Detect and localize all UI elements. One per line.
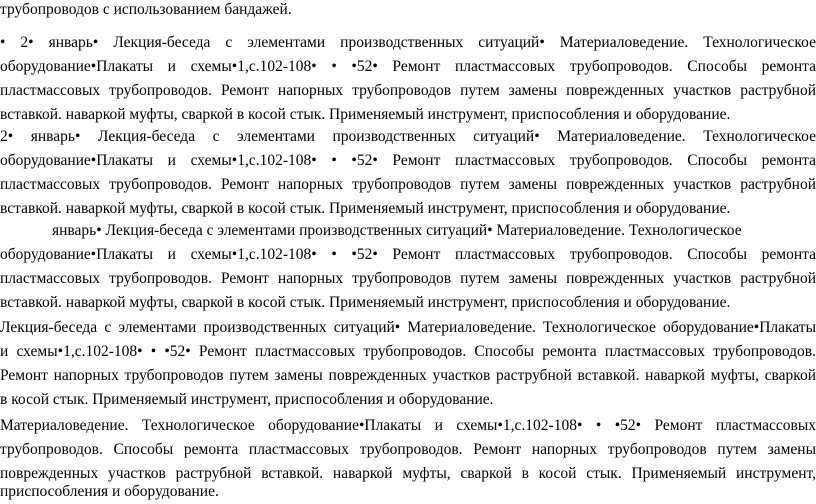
doc-line: • 2• январь• Лекция-беседа с элементами производственных ситуаций• Материаловедение. Технологическое xyxy=(0,34,816,51)
doc-line: Материаловедение. Технологическое оборудование•Плакаты и схемы•1,с.102-108• • •52• Ремонт пластмассовых xyxy=(0,417,816,434)
doc-line: трубопроводов с использованием бандажей. xyxy=(0,1,292,18)
doc-line: трубопроводов. Способы ремонта пластмассовых трубопроводов. Ремонт напорных трубопроводов путем замены xyxy=(0,441,816,458)
doc-line: вставкой. наваркой муфты, сваркой в косой стык. Применяемый инструмент, приспособления и оборудование. xyxy=(0,294,731,311)
doc-line: пластмассовых трубопроводов. Ремонт напорных трубопроводов путем замены поврежденных участков раструбной xyxy=(0,270,816,287)
doc-line: приспособления и оборудование. xyxy=(0,483,219,500)
doc-line: оборудование•Плакаты и схемы•1,с.102-108• • •52• Ремонт пластмассовых трубопроводов. Способы ремонта xyxy=(0,58,816,75)
doc-line: пластмассовых трубопроводов. Ремонт напорных трубопроводов путем замены поврежденных участков раструбной xyxy=(0,82,816,99)
doc-line: 2• январь• Лекция-беседа с элементами производственных ситуаций• Материаловедение. Технологическое xyxy=(0,128,816,145)
doc-line: Лекция-беседа с элементами производственных ситуаций• Материаловедение. Технологическое оборудование•Плакаты xyxy=(0,319,816,336)
doc-line: Ремонт напорных трубопроводов путем замены поврежденных участков раструбной вставкой. наваркой муфты, сваркой xyxy=(0,367,816,384)
doc-line: вставкой. наваркой муфты, сваркой в косой стык. Применяемый инструмент, приспособления и оборудование. xyxy=(0,106,731,123)
doc-line: оборудование•Плакаты и схемы•1,с.102-108• • •52• Ремонт пластмассовых трубопроводов. Способы ремонта xyxy=(0,246,816,263)
doc-line: вставкой. наваркой муфты, сваркой в косой стык. Применяемый инструмент, приспособления и оборудование. xyxy=(0,200,731,217)
doc-line: январь• Лекция-беседа с элементами производственных ситуаций• Материаловедение. Технологическое xyxy=(52,222,742,239)
doc-line: пластмассовых трубопроводов. Ремонт напорных трубопроводов путем замены поврежденных участков раструбной xyxy=(0,176,816,193)
doc-line: и схемы•1,с.102-108• • •52• Ремонт пластмассовых трубопроводов. Способы ремонта пластмассовых трубопроводов. xyxy=(0,343,816,360)
doc-line: оборудование•Плакаты и схемы•1,с.102-108• • •52• Ремонт пластмассовых трубопроводов. Способы ремонта xyxy=(0,152,816,169)
doc-line: в косой стык. Применяемый инструмент, приспособления и оборудование. xyxy=(0,391,494,408)
doc-line: поврежденных участков раструбной вставкой. наваркой муфты, сваркой в косой стык. Применяемый инструмент, xyxy=(0,465,816,482)
